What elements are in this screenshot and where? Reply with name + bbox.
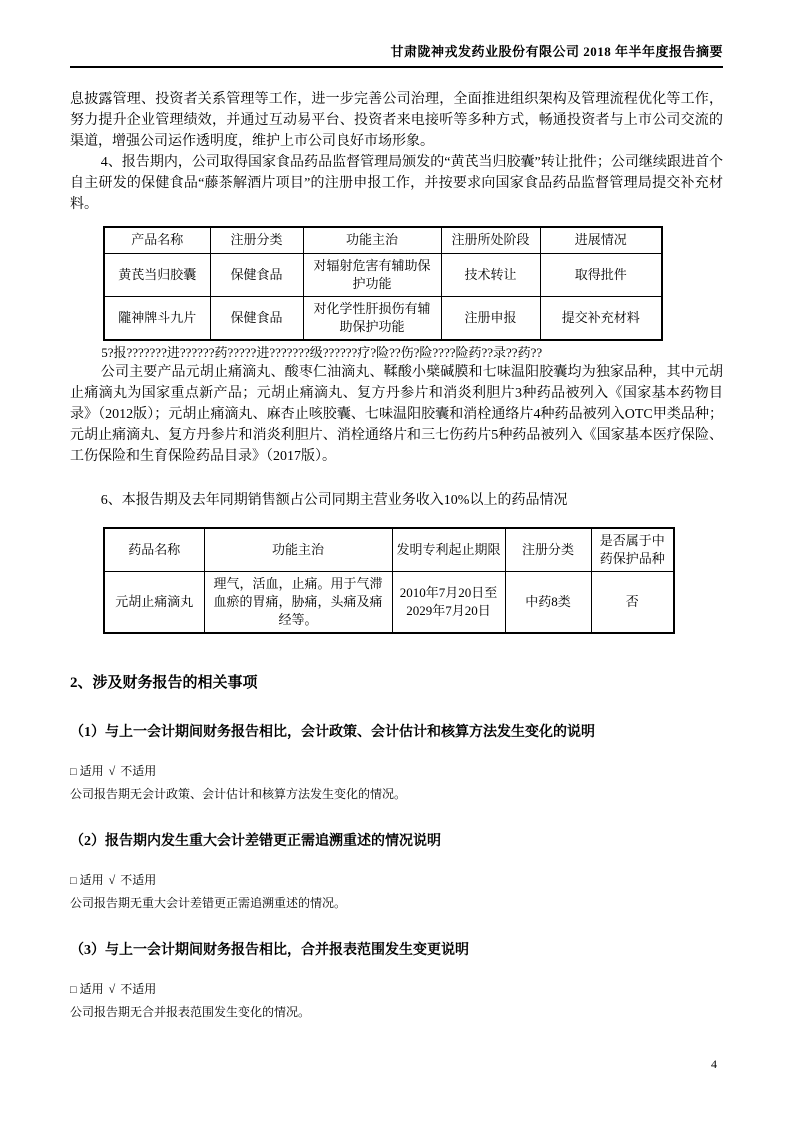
applicable-label: 适用	[79, 981, 104, 996]
cell-progress: 取得批件	[540, 253, 662, 296]
page-number: 4	[711, 1057, 717, 1071]
paragraph-item4: 4、报告期内，公司取得国家食品药品监督管理局颁发的“黄芪当归胶囊”转让批件；公司继续跟进首个自主研发的保健食品“藤茶解酒片项目”的注册申报工作，并按要求向国家食品药品监督管理局提交补充材料。	[70, 155, 723, 212]
cell-function: 对化学性肝损伤有辅助保护功能	[303, 296, 441, 340]
cell-registration-stage: 注册申报	[441, 296, 540, 340]
table-header-row	[104, 227, 662, 253]
not-applicable-label: 不适用	[120, 981, 157, 996]
applicability-line	[70, 981, 723, 998]
report-header-title: 甘肃陇神戎发药业股份有限公司 2018 年半年度报告摘要	[70, 44, 723, 68]
col-header-registration-class: 注册分类	[210, 227, 303, 253]
col-header-registration-class: 注册分类	[505, 528, 591, 572]
table-row	[104, 253, 662, 296]
subsection-1-heading: （1）与上一会计期间财务报告相比，会计政策、会计估计和核算方法发生变化的说明	[70, 724, 595, 740]
cell-registration-stage: 技术转让	[441, 253, 540, 296]
not-applicable-label: 不适用	[120, 872, 157, 887]
col-header-product-name: 产品名称	[104, 227, 210, 253]
check-mark-icon: √	[108, 981, 116, 996]
check-mark-icon: √	[108, 872, 116, 887]
subsection-1-note: 公司报告期无会计政策、会计估计和核算方法发生变化的情况。	[70, 786, 407, 801]
cell-progress: 提交补充材料	[540, 296, 662, 340]
applicable-label: 适用	[79, 872, 104, 887]
cell-product-name: 黄芪当归胶囊	[104, 253, 210, 296]
cell-registration-class: 中药8类	[505, 571, 591, 633]
paragraph-continuation: 息披露管理、投资者关系管理等工作，进一步完善公司治理，全面推进组织架构及管理流程优化等工作，努力提升企业管理绩效，并通过互动易平台、投资者来电接听等多种方式，畅通投资者与上市公司交流的渠道，增强公司运作透明度，维护上市公司良好市场形象。	[70, 92, 723, 149]
drug-sales-table	[103, 527, 675, 634]
checkbox-unchecked-icon: □	[70, 874, 77, 887]
col-header-function: 功能主治	[204, 528, 392, 572]
table-header-row	[104, 528, 674, 572]
applicability-line	[70, 872, 723, 889]
col-header-progress: 进展情况	[540, 227, 662, 253]
subsection-3-heading: （3）与上一会计期间财务报告相比，合并报表范围发生变更说明	[70, 942, 469, 958]
cell-patent-term: 2010年7月20日至 2029年7月20日	[392, 571, 505, 633]
paragraph-item6-heading: 6、本报告期及去年同期销售额占公司同期主营业务收入10%以上的药品情况	[100, 492, 568, 508]
col-header-registration-stage: 注册所处阶段	[441, 227, 540, 253]
table-row	[104, 571, 674, 633]
subsection-2-heading: （2）报告期内发生重大会计差错更正需追溯重述的情况说明	[70, 833, 441, 849]
applicability-line	[70, 763, 723, 780]
subsection-2-note: 公司报告期无重大会计差错更正需追溯重述的情况。	[70, 895, 347, 910]
col-header-tcm-protection: 是否属于中药保护品种	[591, 528, 674, 572]
col-header-patent-term: 发明专利起止期限	[392, 528, 505, 572]
col-header-drug-name: 药品名称	[104, 528, 204, 572]
subsection-3-note: 公司报告期无合并报表范围发生变化的情况。	[70, 1004, 311, 1019]
garbled-text-line: 5?报???????进??????药?????进???????级??????疗?险??伤?险????险药??录??药??	[101, 344, 543, 360]
products-registration-table	[103, 226, 663, 341]
checkbox-unchecked-icon: □	[70, 765, 77, 778]
cell-function: 对辐射危害有辅助保护功能	[303, 253, 441, 296]
col-header-function: 功能主治	[303, 227, 441, 253]
paragraph-main-products: 公司主要产品元胡止痛滴丸、酸枣仁油滴丸、鞣酸小檗碱膜和七味温阳胶囊均为独家品种，其中元胡止痛滴丸为国家重点新产品；元胡止痛滴丸、复方丹参片和消炎利胆片3种药品被列入《国家基本药物目录》（2012版）；元胡止痛滴丸、麻杏止咳胶囊、七味温阳胶囊和消栓通络片4种药品被列入OTC甲类品种；元胡止痛滴丸、复方丹参片和消炎利胆片、消栓通络片和三七伤药片5种药品被列入《国家基本医疗保险、工伤保险和生育保险药品目录》（2017版）。	[70, 364, 723, 464]
not-applicable-label: 不适用	[120, 763, 157, 778]
cell-function: 理气，活血，止痛。用于气滞血瘀的胃痛，胁痛，头痛及痛经等。	[204, 571, 392, 633]
cell-registration-class: 保健食品	[210, 296, 303, 340]
cell-registration-class: 保健食品	[210, 253, 303, 296]
cell-drug-name: 元胡止痛滴丸	[104, 571, 204, 633]
table-row	[104, 296, 662, 340]
applicable-label: 适用	[79, 763, 104, 778]
cell-tcm-protection: 否	[591, 571, 674, 633]
checkbox-unchecked-icon: □	[70, 983, 77, 996]
section2-title: 2、涉及财务报告的相关事项	[70, 674, 258, 691]
check-mark-icon: √	[108, 763, 116, 778]
cell-product-name: 隴神牌斗九片	[104, 296, 210, 340]
